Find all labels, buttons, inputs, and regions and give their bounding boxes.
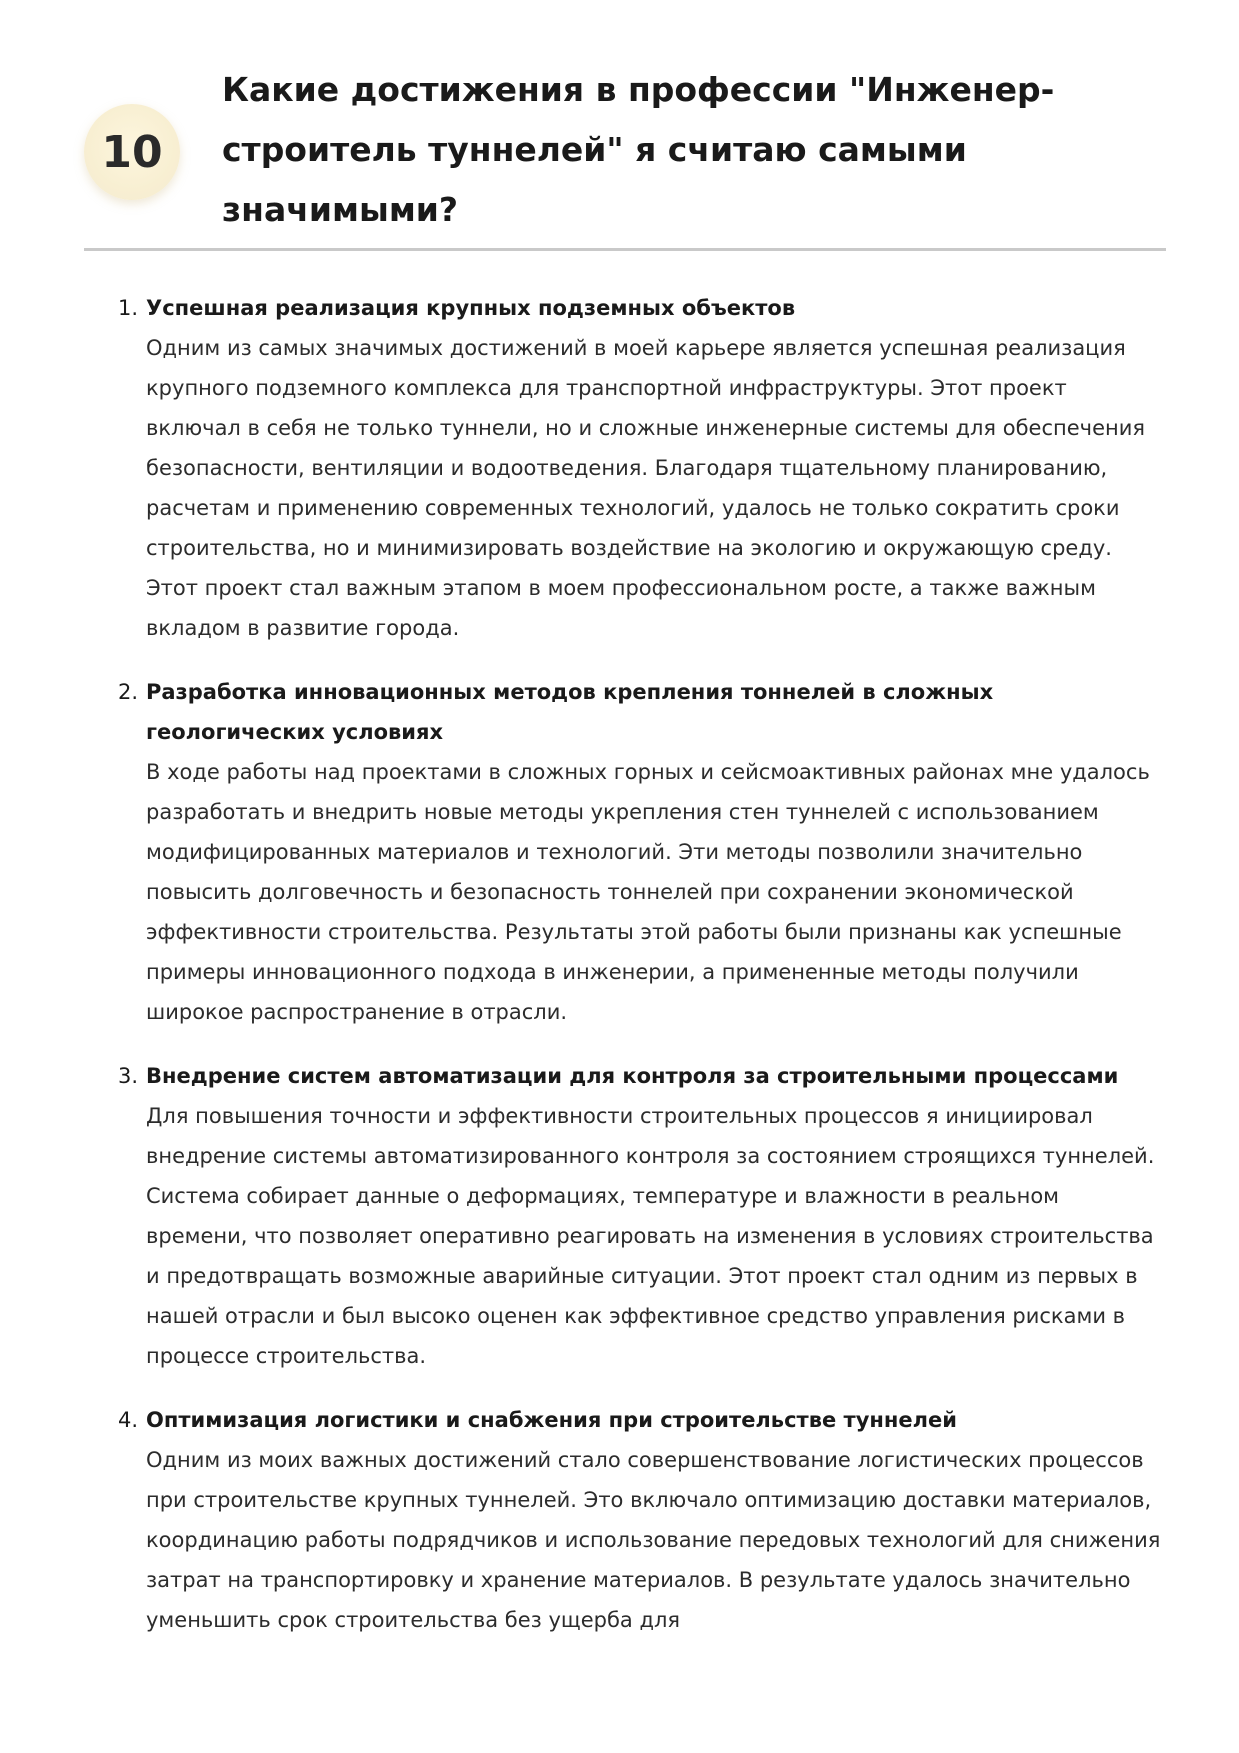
header-divider: [84, 248, 1166, 251]
list-item-title: Разработка инновационных методов крепления тоннелей в сложных геологических условиях: [146, 680, 994, 744]
list-item-title: Внедрение систем автоматизации для контроля за строительными процессами: [146, 1064, 1119, 1088]
section-title: Какие достижения в профессии "Инженер-строитель туннелей" я считаю самыми значимыми?: [222, 70, 1055, 229]
list-item: [116, 1056, 1166, 1376]
list-item-number: 1.: [118, 296, 139, 320]
list-item-text: Одним из моих важных достижений стало совершенствование логистических процессов при строительстве крупных туннелей. Это включало оптимизацию доставки материалов, координацию работы подрядчиков и использование передовых технологий для снижения затрат на транспортировку и хранение материалов. В результате удалось значительно уменьшить срок строительства без ущерба для: [146, 1448, 1161, 1632]
list-item-number: 4.: [118, 1408, 139, 1432]
list-item: [116, 1400, 1166, 1640]
list-item-title: Оптимизация логистики и снабжения при строительстве туннелей: [146, 1408, 958, 1432]
list-item-text: В ходе работы над проектами в сложных горных и сейсмоактивных районах мне удалось разработать и внедрить новые методы укрепления стен туннелей с использованием модифицированных материалов и технологий. Эти методы позволили значительно повысить долговечность и безопасность тоннелей при сохранении экономической эффективности строительства. Результаты этой работы были признаны как успешные примеры инновационного подхода в инженерии, а примененные методы получили широкое распространение в отрасли.: [146, 760, 1150, 1024]
section-header: [84, 60, 1164, 250]
list-item-number: 2.: [118, 680, 139, 704]
list-item-title: Успешная реализация крупных подземных объектов: [146, 296, 796, 320]
achievements-list: [116, 288, 1166, 1664]
list-item: [116, 672, 1166, 1032]
list-item-text: Для повышения точности и эффективности строительных процессов я инициировал внедрение системы автоматизированного контроля за состоянием строящихся туннелей. Система собирает данные о деформациях, температуре и влажности в реальном времени, что позволяет оперативно реагировать на изменения в условиях строительства и предотвращать возможные аварийные ситуации. Этот проект стал одним из первых в нашей отрасли и был высоко оценен как эффективное средство управления рисками в процессе строительства.: [146, 1104, 1155, 1368]
list-item-number: 3.: [118, 1064, 139, 1088]
list-item: [116, 288, 1166, 648]
section-number-badge: 10: [84, 104, 180, 200]
list-item-text: Одним из самых значимых достижений в моей карьере является успешная реализация крупного подземного комплекса для транспортной инфраструктуры. Этот проект включал в себя не только туннели, но и сложные инженерные системы для обеспечения безопасности, вентиляции и водоотведения. Благодаря тщательному планированию, расчетам и применению современных технологий, удалось не только сократить сроки строительства, но и минимизировать воздействие на экологию и окружающую среду. Этот проект стал важным этапом в моем профессиональном росте, а также важным вкладом в развитие города.: [146, 336, 1145, 640]
